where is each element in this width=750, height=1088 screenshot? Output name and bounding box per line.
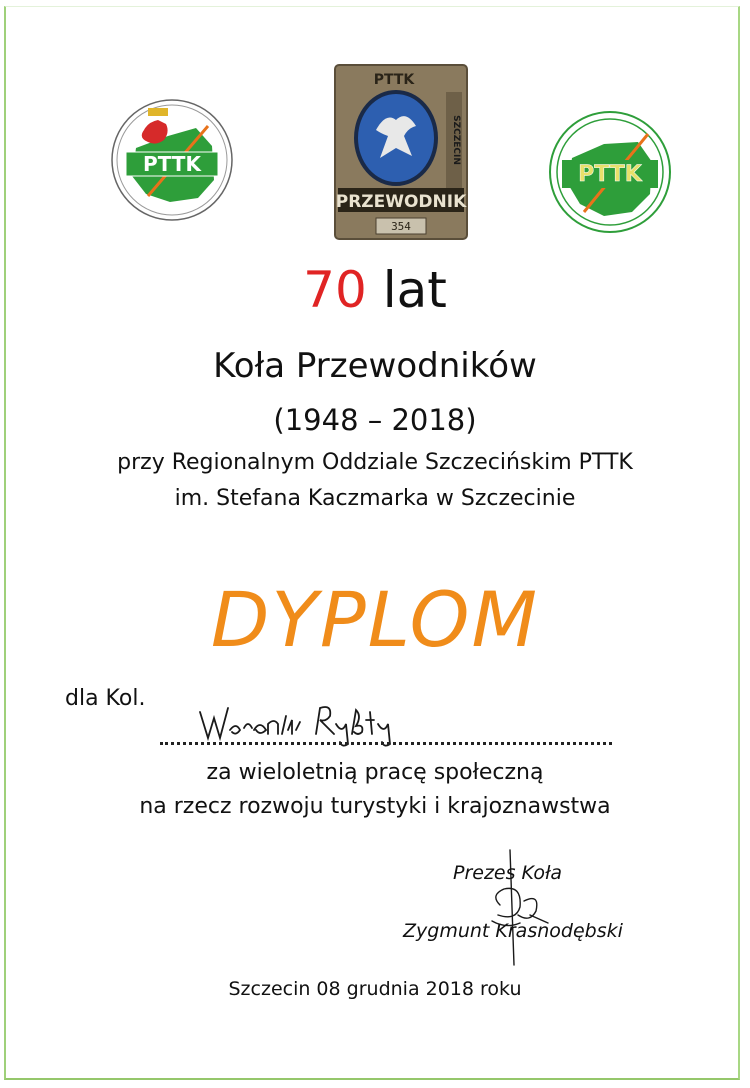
signatory-name: Zygmunt Krasnodębski: [403, 920, 623, 942]
reason-line-2: na rzecz rozwoju turystyki i krajoznawstwa: [139, 794, 611, 819]
badge-number: 354: [391, 220, 411, 233]
place-and-date: Szczecin 08 grudnia 2018 roku: [228, 978, 522, 1000]
pttk-emblem-left: [108, 96, 236, 224]
recipient-dotted-line: [160, 734, 612, 745]
club-name: Koła Przewodników: [213, 346, 537, 386]
badge-top-label: PTTK: [373, 72, 415, 88]
diploma-title: DYPLOM: [210, 575, 540, 664]
recipient-prefix: dla Kol.: [65, 686, 146, 711]
pttk-right-label: PTTK: [578, 162, 642, 187]
signatory-role: Prezes Koła: [453, 862, 563, 884]
reason-line-1: za wieloletnią pracę społeczną: [206, 760, 544, 785]
badge-side-label: SZCZECIN: [451, 115, 461, 165]
pttk-left-label: PTTK: [143, 152, 201, 176]
anniversary-number: 70: [303, 261, 367, 319]
period: (1948 – 2018): [273, 403, 477, 437]
anniversary-title: [0, 258, 750, 322]
organization-line-1: przy Regionalnym Oddziale Szczecińskim PTTK: [117, 450, 633, 475]
pttk-emblem-right: [546, 108, 674, 236]
przewodnik-badge: [334, 64, 468, 240]
anniversary-word: lat: [382, 261, 447, 319]
organization-line-2: im. Stefana Kaczmarka w Szczecinie: [174, 486, 576, 511]
badge-main-label: PRZEWODNIK: [335, 192, 467, 212]
